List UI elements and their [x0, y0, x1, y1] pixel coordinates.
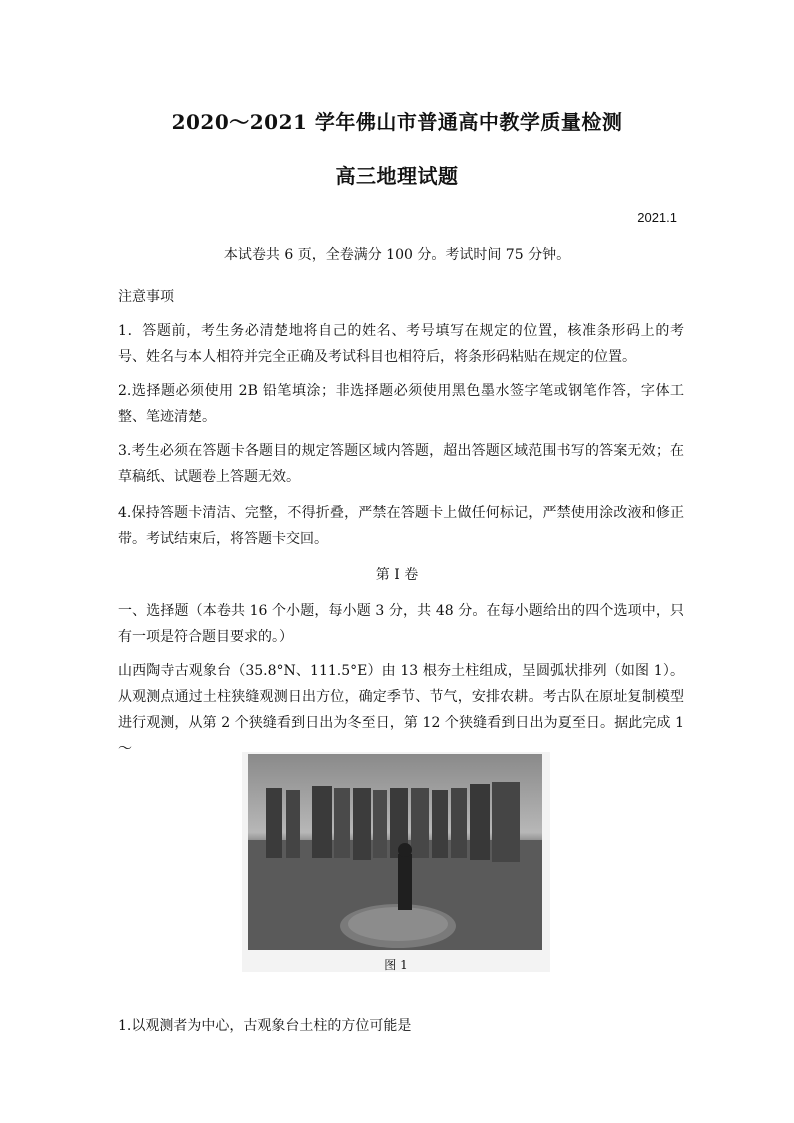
notice-item-3: 3.考生必须在答题卡各题目的规定答题区域内答题，超出答题区域范围书写的答案无效；在草稿纸、试题卷上答题无效。 — [118, 443, 684, 485]
exam-title: 2020～2021 学年佛山市普通高中教学质量检测 — [171, 110, 623, 134]
exam-subtitle: 高三地理试题 — [335, 164, 459, 188]
notice-heading: 注意事项 — [118, 289, 174, 305]
figure-caption: 图 1 — [384, 958, 408, 972]
part-title: 一、选择题（本卷共 16 个小题，每小题 3 分，共 48 分。在每小题给出的四个选项中，只有一项是符合题目要求的。） — [118, 603, 684, 645]
exam-intro: 本试卷共 6 页，全卷满分 100 分。考试时间 75 分钟。 — [223, 247, 571, 263]
observatory-photo — [248, 754, 542, 950]
question-1: 1.以观测者为中心，古观象台土柱的方位可能是 — [118, 1018, 412, 1034]
figure-1 — [242, 752, 550, 972]
notice-item-4: 4.保持答题卡清洁、完整，不得折叠，严禁在答题卡上做任何标记，严禁使用涂改液和修正带。考试结束后，将答题卡交回。 — [118, 505, 684, 547]
exam-date: 2021.1 — [637, 210, 677, 225]
volume-label: 第 I 卷 — [375, 567, 419, 583]
observatory-illustration — [248, 754, 542, 950]
question-material: 山西陶寺古观象台（35.8°N、111.5°E）由 13 根夯土柱组成，呈圆弧状排列（如图 1）。从观测点通过土柱狭缝观测日出方位，确定季节、节气，安排农耕。考古队在原址复制模型进行观测，从第 2 个狭缝看到日出为冬至日，第 12 个狭缝看到日出为夏至日。据此完成 1～ — [118, 663, 684, 757]
notice-item-2: 2.选择题必须使用 2B 铅笔填涂；非选择题必须使用黑色墨水签字笔或钢笔作答，字体工整、笔迹清楚。 — [118, 383, 684, 425]
notice-item-1: 1．答题前，考生务必清楚地将自己的姓名、考号填写在规定的位置，核准条形码上的考号、姓名与本人相符并完全正确及考试科目也相符后，将条形码粘贴在规定的位置。 — [118, 323, 684, 365]
